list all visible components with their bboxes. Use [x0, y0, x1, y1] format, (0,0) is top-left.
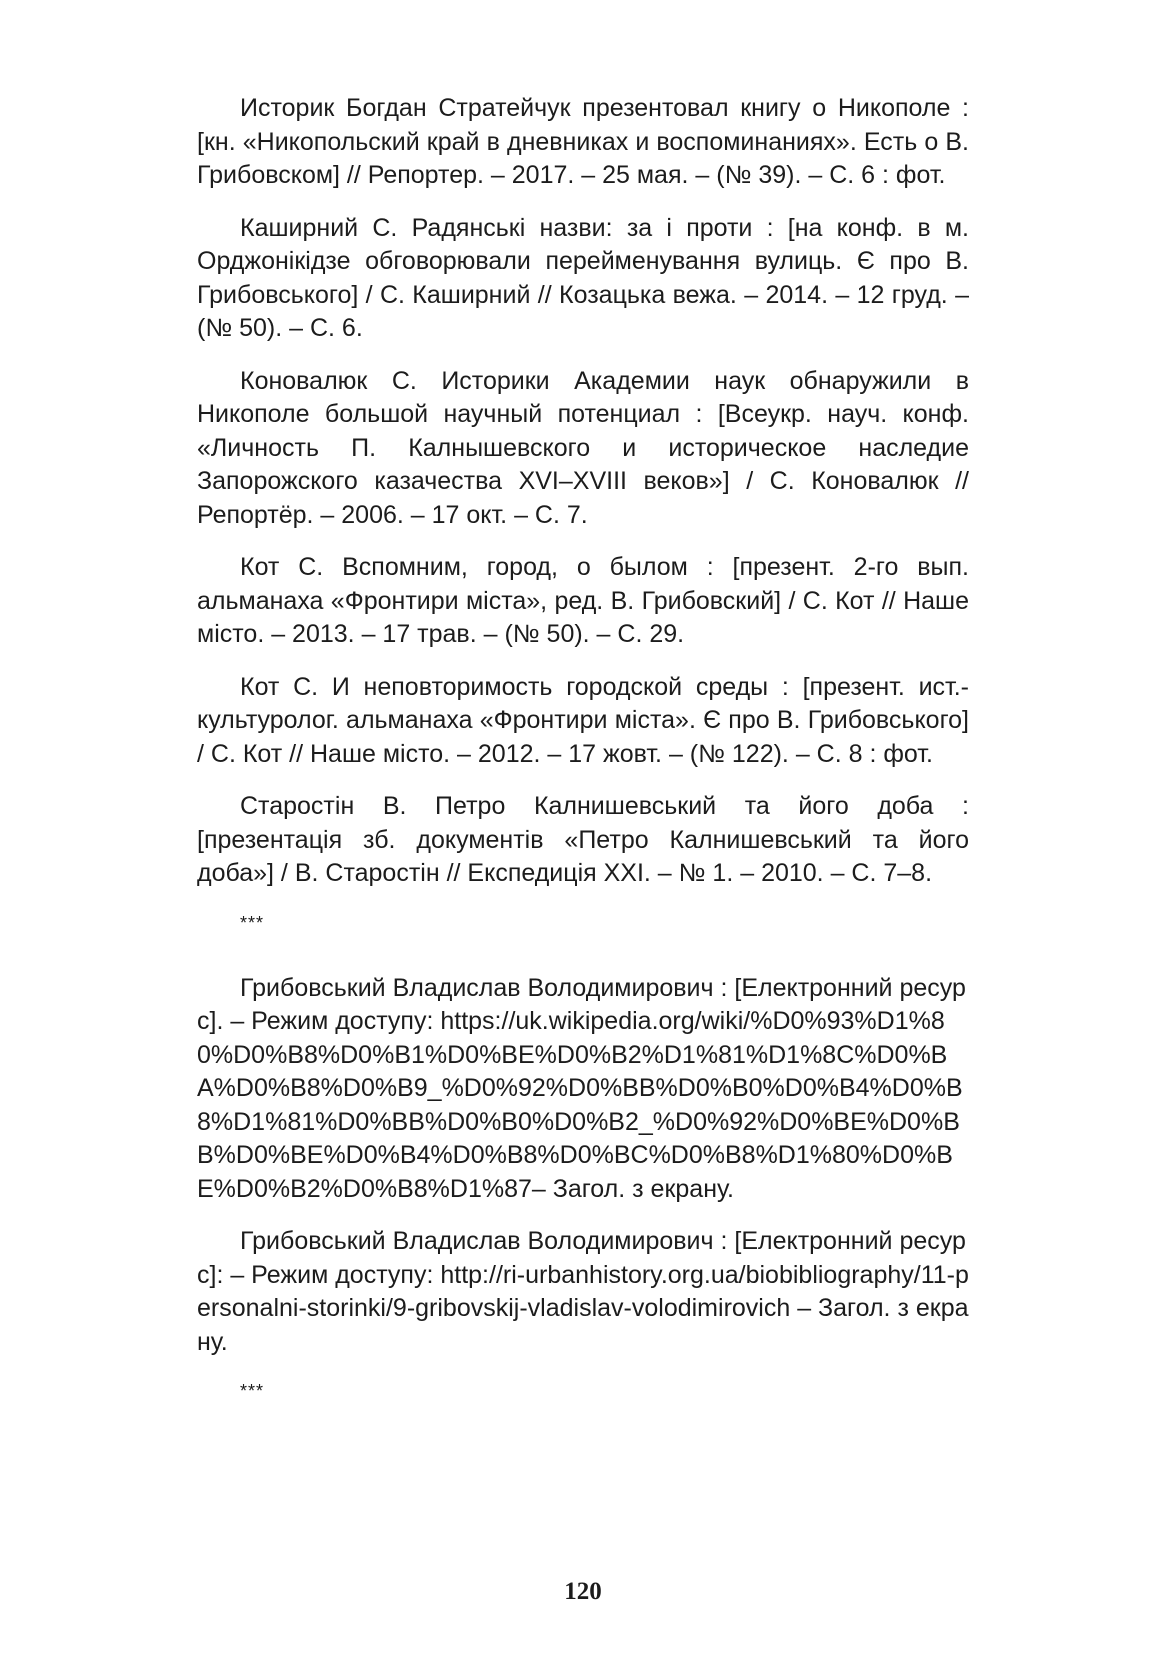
- bibliography-entry: Коновалюк С. Историки Академии наук обнаружили в Никополе большой научный потенциал : [Всеукр. науч. конф. «Личность П. Калнышевского и историческое наследие Запорожского казачества XVI–XVIII веков»] / С. Коновалюк // Репортёр. – 2006. – 17 окт. – С. 7.: [197, 366, 969, 529]
- bibliography-entry: Каширний С. Радянські назви: за і проти : [на конф. в м. Орджонікідзе обговорювали перейменування вулиць. Є про В. Грибовського] / С. Каширний // Козацька вежа. – 2014. – 12 груд. – (№ 50). – С. 6.: [197, 213, 969, 342]
- section-separator: ***: [240, 912, 265, 933]
- bibliography-entry-web: Грибовський Владислав Володимирович : [Електронний ресурс]: – Режим доступу: http://ri-urbanhistory.org.ua/biobibliography/11-personalni-storinki/9-gribovskij-vladislav-volodimirovich – Загол. з екрану.: [197, 1227, 969, 1356]
- bibliography-entry: Кот С. Вспомним, город, о былом : [презент. 2-го вып. альманаха «Фронтири міста», ред. В. Грибовский] / С. Кот // Наше місто. – 2013. – 17 трав. – (№ 50). – С. 29.: [197, 553, 969, 648]
- bibliography-entry: Старостін В. Петро Калнишевський та його доба : [презентація зб. документів «Петро Калнишевський та його доба»] / В. Старостін // Експедиція XXI. – № 1. – 2010. – С. 7–8.: [197, 792, 969, 887]
- bibliography-entry: Кот С. И неповторимость городской среды : [презент. ист.-культуролог. альманаха «Фронтири міста». Є про В. Грибовського] / С. Кот // Наше місто. – 2012. – 17 жовт. – (№ 122). – С. 8 : фот.: [197, 672, 969, 768]
- page-number: 120: [564, 1578, 602, 1605]
- bibliography-entry: Историк Богдан Стратейчук презентовал книгу о Никополе : [кн. «Никопольский край в дневниках и воспоминаниях». Есть о В. Грибовском] // Репортер. – 2017. – 25 мая. – (№ 39). – С. 6 : фот.: [197, 94, 969, 189]
- page-body: [197, 92, 969, 1440]
- bibliography-entry-web: Грибовський Владислав Володимирович : [Електронний ресурс]. – Режим доступу: https://uk.wikipedia.org/wiki/%D0%93%D1%80%D0%B8%D0%B1%D0%BE%D0%B2%D1%81%D1%8C%D0%BA%D0%B8%D0%B9_%D0%92%D0%BB%D0%B0%D0%B4%D0%B8%D1%81%D0%BB%D0%B0%D0%B2_%D0%92%D0%BE%D0%BB%D0%BE%D0%B4%D0%B8%D0%BC%D0%B8%D1%80%D0%BE%D0%B2%D0%B8%D1%87– Загол. з екрану.: [197, 973, 966, 1203]
- section-separator: ***: [240, 1381, 265, 1401]
